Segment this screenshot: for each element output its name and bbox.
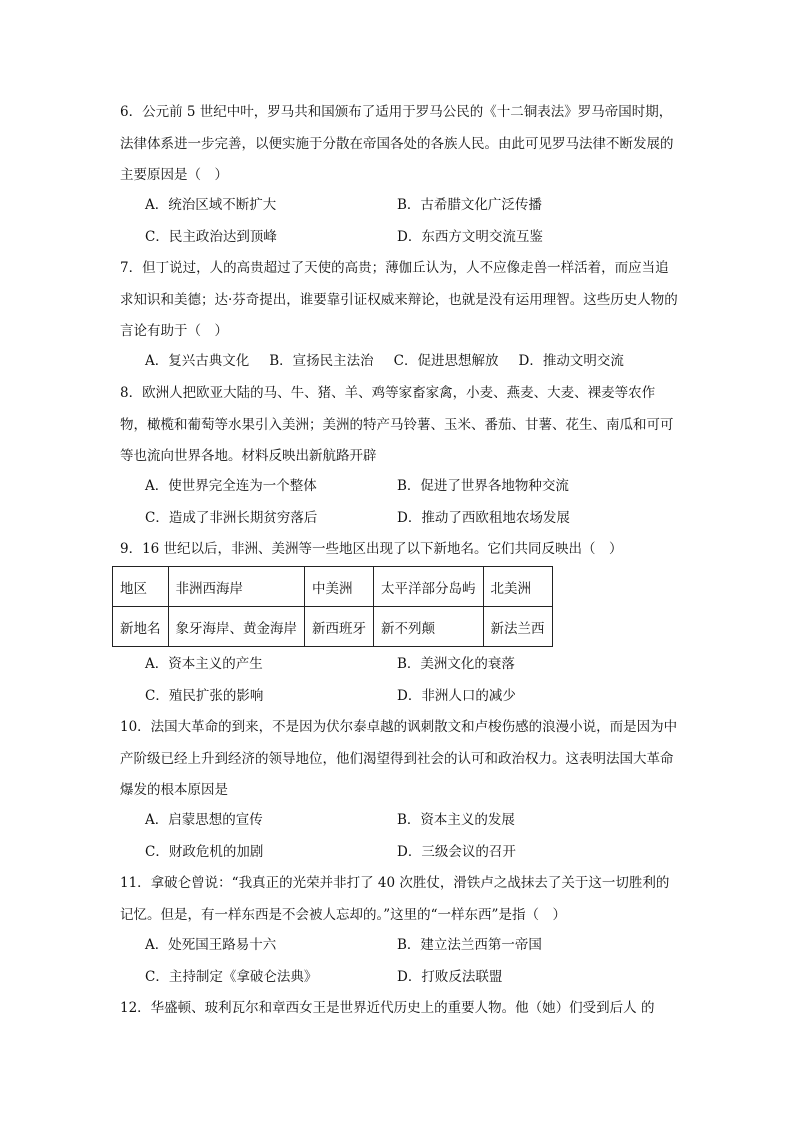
option-a[interactable]: A．复兴古典文化 bbox=[145, 353, 250, 369]
option-a[interactable]: A．资本主义的产生 bbox=[145, 656, 263, 672]
option-d[interactable]: D．打败反法联盟 bbox=[397, 968, 503, 985]
option-b[interactable]: B．宣扬民主法治 bbox=[269, 353, 374, 369]
option-c[interactable]: C．民主政治达到顶峰 bbox=[145, 228, 277, 245]
option-a[interactable]: A．使世界完全连为一个整体 bbox=[145, 478, 317, 494]
question-8-options bbox=[145, 471, 685, 534]
option-b[interactable]: B．促进了世界各地物种交流 bbox=[397, 478, 569, 494]
question-11 bbox=[120, 868, 682, 931]
table-cell: 非洲西海岸 bbox=[168, 567, 305, 607]
question-7 bbox=[120, 253, 682, 348]
option-b[interactable]: B．美洲文化的衰落 bbox=[397, 656, 515, 672]
option-c[interactable]: C．主持制定《拿破仑法典》 bbox=[145, 968, 318, 985]
question-9 bbox=[120, 534, 682, 566]
option-c[interactable]: C．财政危机的加剧 bbox=[145, 843, 264, 860]
option-a[interactable]: A．处死国王路易十六 bbox=[145, 937, 277, 953]
option-c[interactable]: C．促进思想解放 bbox=[393, 353, 499, 369]
question-6 bbox=[120, 97, 682, 192]
table-cell: 地区 bbox=[113, 567, 169, 607]
table-row bbox=[113, 567, 553, 607]
option-d[interactable]: D．推动了西欧租地农场发展 bbox=[397, 509, 570, 526]
question-8 bbox=[120, 378, 682, 473]
table-cell: 中美洲 bbox=[305, 567, 374, 607]
option-c[interactable]: C．殖民扩张的影响 bbox=[145, 687, 264, 704]
option-d[interactable]: D．推动文明交流 bbox=[518, 353, 624, 369]
question-7-text: 7．但丁说过，人的高贵超过了天使的高贵；薄伽丘认为，人不应像走兽一样活着，而应当追求知识和美德；达·芬奇提出，谁要靠引证权威来辩论，也就是没有运用理智。这些历史人物的言论有助于（ ） bbox=[120, 260, 678, 339]
table-cell: 新地名 bbox=[113, 607, 169, 647]
question-10 bbox=[120, 712, 682, 807]
question-8-text: 8．欧洲人把欧亚大陆的马、牛、猪、羊、鸡等家畜家禽，小麦、燕麦、大麦、裸麦等农作物，橄榄和葡萄等水果引入美洲；美洲的特产马铃薯、玉米、番茄、甘薯、花生、南瓜和可可等也流向世界各地。材料反映出新航路开辟 bbox=[120, 385, 674, 464]
question-6-text: 6．公元前 5 世纪中叶，罗马共和国颁布了适用于罗马公民的《十二铜表法》罗马帝国时期，法律体系进一步完善，以便实施于分散在帝国各处的各族人民。由此可见罗马法律不断发展的主要原因是（ ） bbox=[120, 104, 674, 183]
option-b[interactable]: B．建立法兰西第一帝国 bbox=[397, 937, 542, 953]
table-cell: 太平洋部分岛屿 bbox=[374, 567, 484, 607]
place-names-table bbox=[112, 566, 553, 647]
question-11-options bbox=[145, 930, 685, 993]
option-d[interactable]: D．非洲人口的减少 bbox=[397, 687, 516, 704]
question-7-options bbox=[145, 346, 685, 378]
question-11-text: 11．拿破仑曾说：“我真正的光荣并非打了 40 次胜仗，滑铁卢之战抹去了关于这一切胜利的记忆。但是，有一样东西是不会被人忘却的。”这里的“一样东西”是指（ ） bbox=[120, 875, 670, 923]
option-d[interactable]: D．三级会议的召开 bbox=[397, 843, 516, 860]
table-row bbox=[113, 607, 553, 647]
option-b[interactable]: B．古希腊文化广泛传播 bbox=[397, 197, 542, 213]
question-10-text: 10．法国大革命的到来，不是因为伏尔泰卓越的讽刺散文和卢梭伤感的浪漫小说，而是因为中产阶级已经上升到经济的领导地位，他们渴望得到社会的认可和政治权力。这表明法国大革命爆发的根本原因是 bbox=[120, 719, 678, 798]
option-a[interactable]: A．统治区域不断扩大 bbox=[145, 197, 277, 213]
table-cell: 新西班牙 bbox=[305, 607, 374, 647]
table-cell: 北美洲 bbox=[483, 567, 552, 607]
question-9-text: 9．16 世纪以后，非洲、美洲等一些地区出现了以下新地名。它们共同反映出（ ） bbox=[120, 541, 623, 557]
question-12-text: 12．华盛顿、玻利瓦尔和章西女王是世界近代历史上的重要人物。他（她）们受到后人 的 bbox=[120, 1000, 655, 1016]
option-b[interactable]: B．资本主义的发展 bbox=[397, 812, 515, 828]
option-c[interactable]: C．造成了非洲长期贫穷落后 bbox=[145, 509, 318, 526]
table-cell: 新法兰西 bbox=[483, 607, 552, 647]
question-12 bbox=[120, 993, 682, 1025]
question-10-options bbox=[145, 805, 685, 868]
option-d[interactable]: D．东西方文明交流互鉴 bbox=[397, 228, 543, 245]
question-6-options bbox=[145, 190, 685, 253]
table-cell: 象牙海岸、黄金海岸 bbox=[168, 607, 305, 647]
table-cell: 新不列颠 bbox=[374, 607, 484, 647]
option-a[interactable]: A．启蒙思想的宣传 bbox=[145, 812, 263, 828]
question-9-options bbox=[145, 649, 685, 712]
